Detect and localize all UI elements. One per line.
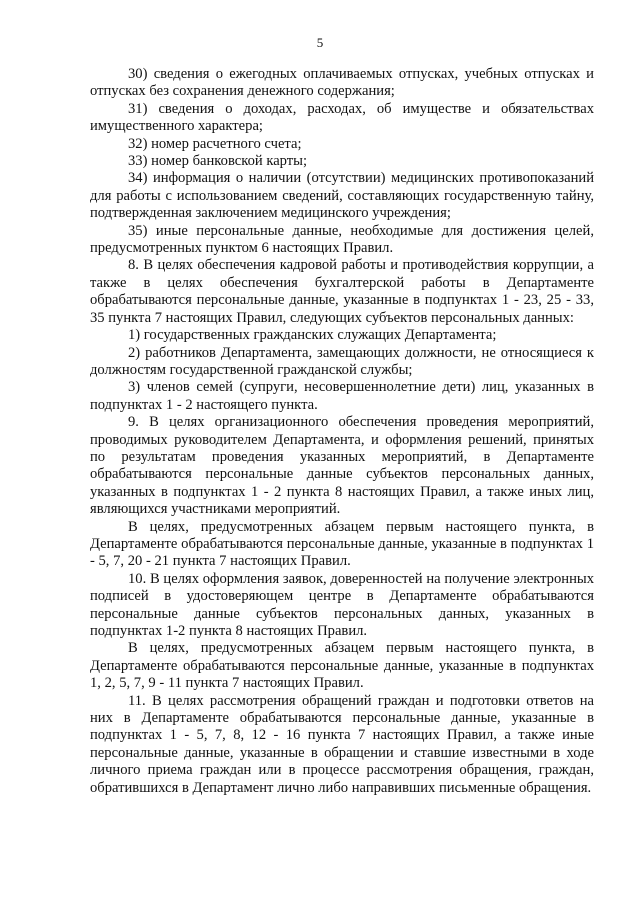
page-number: 5 bbox=[316, 35, 324, 50]
clause-8-item-2: 2) работников Департамента, замещающих должности, не относящиеся к должностям государственной гражданской службы; bbox=[90, 344, 594, 378]
document-body bbox=[90, 66, 594, 797]
item-31: 31) сведения о доходах, расходах, об имуществе и обязательствах имущественного характера; bbox=[90, 100, 594, 135]
clause-9: 9. В целях организационного обеспечения проведения мероприятий, проводимых руководителем Департамента, и оформления решений, принятых по результатам проведения указанных мероприятий, в Департаменте обрабатываются персональные данные субъектов персональных данных, указанных в подпунктах 1 - 2 пункта 8 настоящих Правил, а также иных лиц, являющихся участниками мероприятий. bbox=[90, 414, 594, 518]
item-32: 32) номер расчетного счета; bbox=[128, 135, 302, 152]
item-33: 33) номер банковской карты; bbox=[128, 153, 308, 170]
item-35: 35) иные персональные данные, необходимые для достижения целей, предусмотренных пунктом 6 настоящих Правил. bbox=[90, 222, 594, 257]
clause-8-item-1: 1) государственных гражданских служащих Департамента; bbox=[128, 327, 497, 344]
clause-10: 10. В целях оформления заявок, доверенностей на получение электронных подписей в удостоверяющем центре в Департаменте обрабатываются персональные данные субъектов персональных данных, указанных в подпунктах 1-2 пункта 8 настоящих Правил. bbox=[90, 570, 594, 639]
item-30: 30) сведения о ежегодных оплачиваемых отпусках, учебных отпусках и отпусках без сохранения денежного содержания; bbox=[90, 66, 594, 100]
clause-11: 11. В целях рассмотрения обращений граждан и подготовки ответов на них в Департаменте обрабатываются персональные данные, указанные в подпунктах 1 - 5, 7, 8, 12 - 16 пункта 7 настоящих Правил, а также иные персональные данные, указанные в обращении и ставшие известными в ходе личного приема граждан или в процессе рассмотрения обращения, граждан, обратившихся в Департамент лично либо направивших письменные обращения. bbox=[90, 692, 594, 796]
clause-10-paragraph-2: В целях, предусмотренных абзацем первым настоящего пункта, в Департаменте обрабатываются персональные данные, указанные в подпунктах 1, 2, 5, 7, 9 - 11 пункта 7 настоящих Правил. bbox=[90, 640, 594, 692]
item-34: 34) информация о наличии (отсутствии) медицинских противопоказаний для работы с использованием сведений, составляющих государственную тайну, подтвержденная заключением медицинского учреждения; bbox=[90, 170, 594, 222]
clause-8-item-3: 3) членов семей (супруги, несовершеннолетние дети) лиц, указанных в подпунктах 1 - 2 настоящего пункта. bbox=[90, 379, 594, 413]
clause-8: 8. В целях обеспечения кадровой работы и противодействия коррупции, а также в целях обеспечения бухгалтерской работы в Департаменте обрабатываются персональные данные, указанные в подпунктах 1 - 23, 25 - 33, 35 пункта 7 настоящих Правил, следующих субъектов персональных данных: bbox=[90, 257, 594, 326]
clause-9-paragraph-2: В целях, предусмотренных абзацем первым настоящего пункта, в Департаменте обрабатываются персональные данные, указанные в подпунктах 1 - 5, 7, 20 - 21 пункта 7 настоящих Правил. bbox=[90, 518, 594, 570]
